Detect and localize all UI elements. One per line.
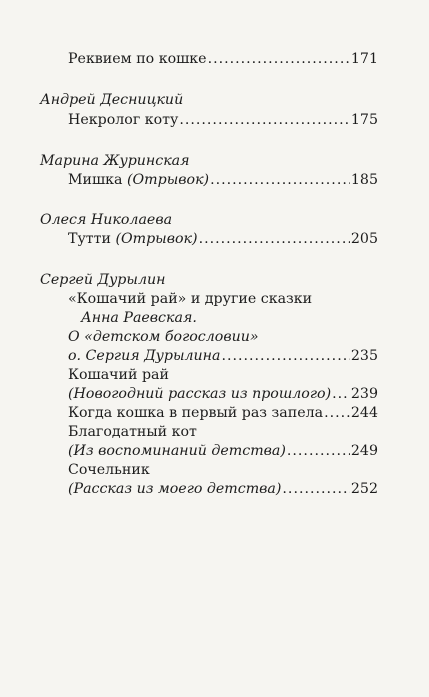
- toc-entry-koshachiy-ray-skazki[interactable]: [68, 347, 378, 365]
- toc-entry-tutti[interactable]: [68, 230, 378, 248]
- author-nikolaeva: Олеся Николаева: [40, 212, 173, 228]
- toc-entry-nekrolog[interactable]: [68, 111, 378, 129]
- toc-page-number: 252: [350, 481, 378, 497]
- toc-entry-mishka[interactable]: [68, 171, 378, 189]
- toc-entry-subtitle: (Рассказ из моего детства): [68, 481, 282, 497]
- toc-entry-sochelnik[interactable]: [68, 480, 378, 498]
- author-zhurinskaya: Марина Журинская: [40, 153, 190, 169]
- toc-page-number: 171: [350, 51, 378, 67]
- toc-entry-title: Реквием по кошке: [68, 51, 207, 67]
- toc-page-number: 175: [350, 112, 378, 128]
- toc-entry-subtitle: (Новогодний рассказ из прошлого): [68, 386, 332, 402]
- leader-dots: [221, 347, 349, 365]
- leader-dots: [324, 404, 350, 422]
- toc-page-number: 205: [350, 231, 378, 247]
- leader-dots: [282, 480, 349, 498]
- toc-entry-title: Когда кошка в первый раз запела: [68, 405, 324, 421]
- toc-page-number: 244: [350, 405, 378, 421]
- leader-dots: [210, 171, 350, 189]
- toc-entry-rekviem[interactable]: [68, 50, 378, 68]
- leader-dots: [179, 111, 350, 129]
- toc-page-number: 235: [350, 348, 378, 364]
- toc-entry-title: о. Сергия Дурылина: [68, 348, 221, 364]
- toc-entry-title: [68, 230, 198, 248]
- author-durylin: Сергей Дурылин: [40, 272, 166, 288]
- leader-dots: [199, 230, 350, 248]
- author-desnitsky: Андрей Десницкий: [40, 92, 184, 108]
- toc-entry-koshachiy-ray-title[interactable]: Кошачий рай: [68, 367, 169, 383]
- leader-dots: [287, 442, 350, 460]
- toc-entry-title-text: Тутти: [68, 231, 111, 247]
- toc-entry-kogda-koshka[interactable]: [68, 404, 378, 422]
- toc-entry-title: Некролог коту: [68, 112, 179, 128]
- toc-entry-title: [68, 171, 209, 189]
- toc-entry-koshachiy-ray-skazki-line1[interactable]: «Кошачий рай» и другие сказки: [68, 291, 313, 307]
- toc-page-number: 249: [350, 443, 378, 459]
- toc-entry-koshachiy-ray[interactable]: [68, 385, 378, 403]
- toc-entry-blagodatny-kot[interactable]: [68, 442, 378, 460]
- leader-dots: [208, 50, 350, 68]
- toc-page-number: 239: [350, 386, 378, 402]
- toc-entry-sochelnik-title[interactable]: Сочельник: [68, 462, 150, 478]
- toc-entry-title-text: Мишка: [68, 172, 123, 188]
- toc-entry-koshachiy-ray-skazki-line2: Анна Раевская.: [81, 310, 197, 326]
- toc-entry-subtitle: (Отрывок): [115, 231, 198, 247]
- toc-page-number: 185: [350, 172, 378, 188]
- toc-entry-subtitle: (Из воспоминаний детства): [68, 443, 286, 459]
- toc-entry-subtitle: (Отрывок): [127, 172, 210, 188]
- toc-entry-blagodatny-kot-title[interactable]: Благодатный кот: [68, 424, 197, 440]
- toc-entry-koshachiy-ray-skazki-line3: О «детском богословии»: [68, 329, 259, 345]
- leader-dots: [332, 385, 350, 403]
